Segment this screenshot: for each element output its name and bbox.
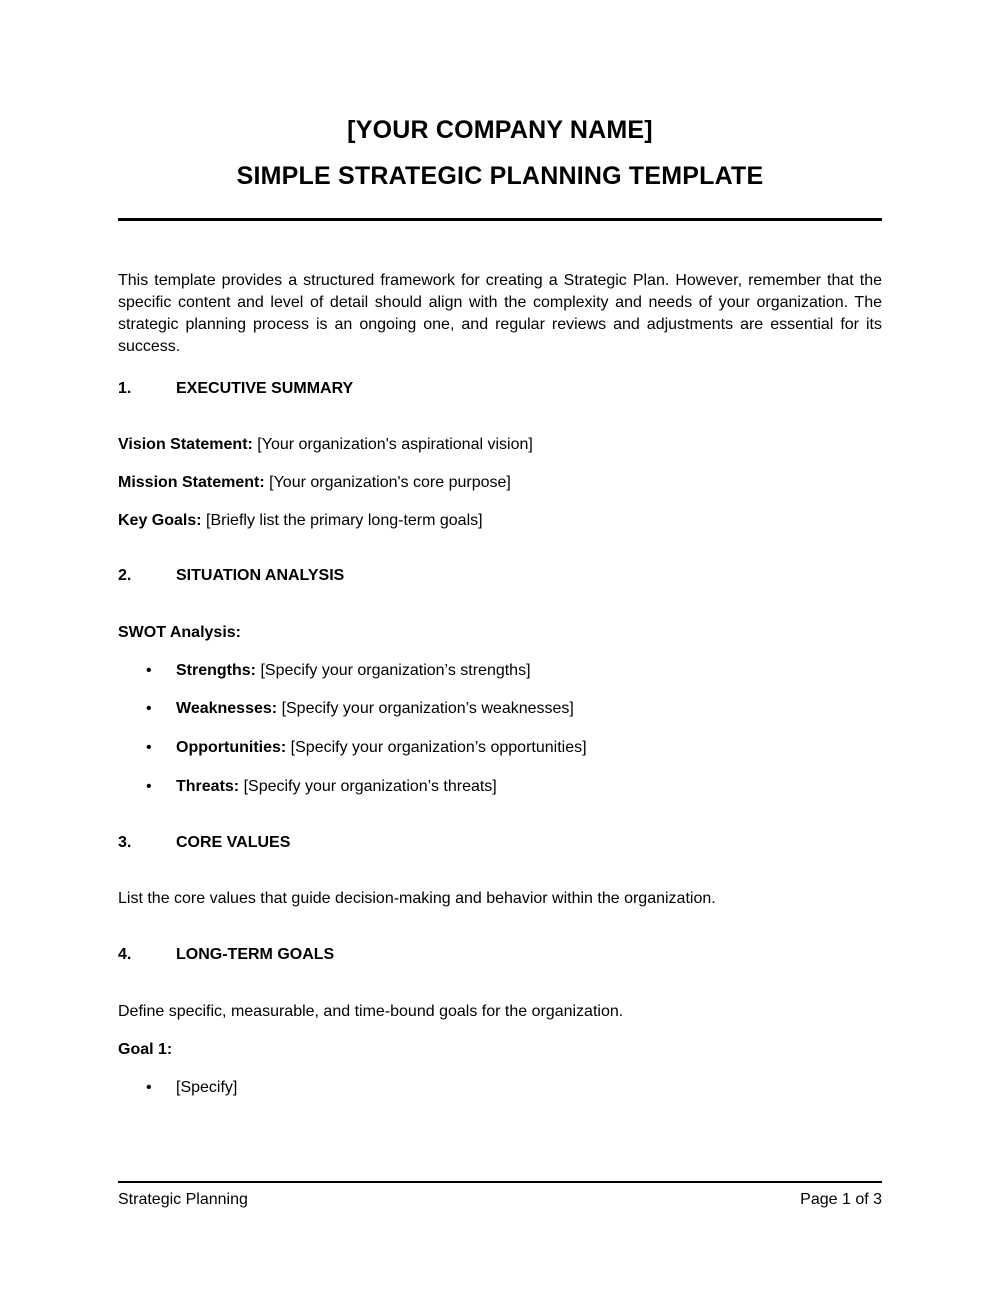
field-label: Vision Statement:	[118, 436, 253, 453]
section-title: SITUATION ANALYSIS	[176, 567, 345, 584]
company-name: [YOUR COMPANY NAME]	[347, 116, 653, 144]
section-3-heading	[118, 833, 290, 853]
document-title: SIMPLE STRATEGIC PLANNING TEMPLATE	[236, 162, 764, 190]
section-4-heading	[118, 945, 334, 965]
section-number: 2.	[118, 567, 132, 584]
section-title: EXECUTIVE SUMMARY	[176, 380, 354, 397]
section-title: LONG-TERM GOALS	[176, 946, 335, 963]
section-1-heading	[118, 379, 353, 399]
section-number: 4.	[118, 946, 132, 963]
long-term-goals-body: Define specific, measurable, and time-bound goals for the organization.	[118, 1003, 624, 1020]
footer-rule	[118, 1181, 882, 1183]
section-number: 3.	[118, 834, 132, 851]
bullet-icon: •	[146, 739, 152, 756]
core-values-body: List the core values that guide decision-making and behavior within the organization.	[118, 890, 716, 907]
field-value: [Your organization's aspirational vision]	[257, 436, 533, 453]
bullet-value: [Specify]	[176, 1079, 238, 1096]
key-goals	[118, 511, 483, 531]
vision-statement	[118, 435, 533, 455]
bullet-label: Weaknesses:	[176, 700, 278, 717]
bullet-value: [Specify your organization’s weaknesses]	[281, 700, 574, 717]
bullet-value: [Specify your organization’s opportunities]	[290, 739, 587, 756]
bullet-icon: •	[146, 662, 152, 679]
field-label: Mission Statement:	[118, 474, 265, 491]
goal-1-subheading: Goal 1:	[118, 1041, 173, 1058]
bullet-value: [Specify your organization’s threats]	[243, 778, 497, 795]
header-rule	[118, 218, 882, 221]
footer-page-number: Page 1 of 3	[800, 1191, 882, 1208]
bullet-label: Opportunities:	[176, 739, 287, 756]
mission-statement	[118, 473, 511, 493]
bullet-icon: •	[146, 1079, 152, 1096]
footer-document-name: Strategic Planning	[118, 1191, 248, 1208]
bullet-value: [Specify your organization’s strengths]	[260, 662, 531, 679]
bullet-label: Threats:	[176, 778, 240, 795]
field-value: [Your organization's core purpose]	[269, 474, 511, 491]
intro-paragraph: This template provides a structured framework for creating a Strategic Plan. However, remember that the specific content and level of detail should align with the complexity and needs of your organization. The strategic planning process is an ongoing one, and regular reviews and adjustments are essential for its success.	[118, 272, 882, 355]
section-number: 1.	[118, 380, 132, 397]
field-value: [Briefly list the primary long-term goals]	[206, 512, 483, 529]
bullet-label: Strengths:	[176, 662, 256, 679]
field-label: Key Goals:	[118, 512, 202, 529]
bullet-icon: •	[146, 778, 152, 795]
swot-subheading: SWOT Analysis:	[118, 624, 241, 641]
section-title: CORE VALUES	[176, 834, 291, 851]
bullet-icon: •	[146, 700, 152, 717]
section-2-heading	[118, 566, 344, 586]
